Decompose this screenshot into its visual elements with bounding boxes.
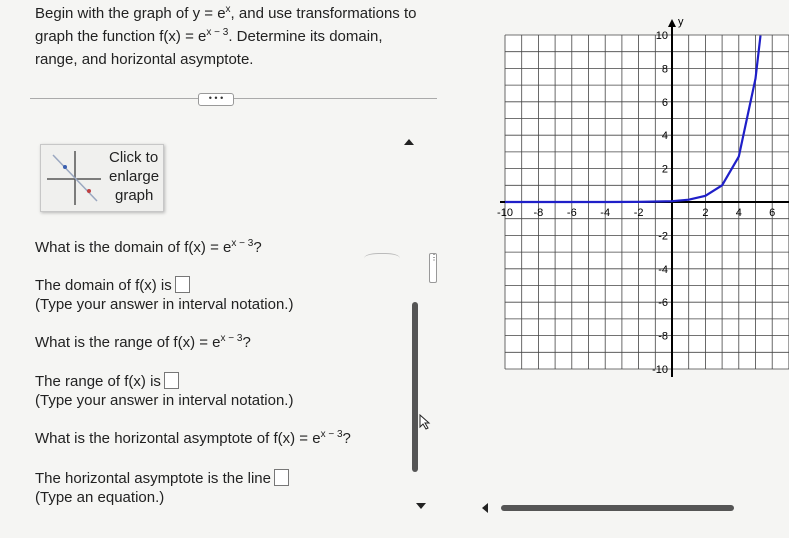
instruction-line-3: range, and horizontal asymptote.	[35, 51, 254, 68]
scroll-down-icon[interactable]	[416, 503, 426, 509]
x-tick-label: -2	[633, 207, 644, 219]
y-axis-arrow-icon	[668, 19, 676, 27]
y-tick-label: -2	[658, 230, 668, 243]
x-tick-label: -8	[533, 207, 544, 219]
faint-arc	[364, 253, 400, 266]
domain-answer-line: The domain of f(x) is	[35, 276, 190, 295]
horizontal-scrollbar[interactable]	[501, 505, 734, 511]
y-tick-label: -10	[652, 364, 668, 376]
x-tick-label: -6	[566, 207, 577, 219]
panel-resize-handle[interactable]: ⋮	[429, 253, 437, 283]
asymptote-answer-input[interactable]	[274, 469, 289, 486]
graph-thumbnail-icon	[43, 147, 103, 207]
y-tick-label: 4	[661, 130, 668, 143]
y-tick-label: -4	[658, 263, 668, 276]
domain-answer-input[interactable]	[175, 276, 190, 293]
instruction-line-2: graph the function $f(x) = e^{x - 3}$. Determine its domain,	[35, 27, 383, 45]
scroll-up-icon[interactable]	[404, 139, 414, 145]
x-tick-label: 6	[769, 207, 776, 219]
asymptote-question: What is the horizontal asymptote of $f(x) = e^{x - 3}$?	[35, 429, 351, 447]
mouse-cursor-icon	[419, 414, 431, 430]
vertical-scrollbar[interactable]	[412, 302, 418, 472]
instruction-line-1: Begin with the graph of $y = e^x$, and use transformations to	[35, 4, 417, 22]
range-hint: (Type your answer in interval notation.)	[35, 392, 294, 409]
y-tick-label: 8	[661, 63, 668, 76]
function-graph	[490, 15, 789, 376]
y-tick-label: -6	[658, 297, 668, 310]
thumbnail-label-3: graph	[115, 187, 154, 204]
x-tick-label: -4	[600, 207, 611, 219]
y-tick-label: -8	[658, 330, 668, 343]
range-answer-input[interactable]	[164, 372, 179, 389]
y-axis-label: y	[678, 16, 684, 28]
x-tick-label: -10	[497, 207, 513, 219]
domain-hint: (Type your answer in interval notation.)	[35, 296, 294, 313]
x-tick-label: 2	[702, 207, 709, 219]
x-tick-label: 4	[735, 207, 742, 219]
range-answer-line: The range of f(x) is	[35, 372, 179, 391]
asymptote-hint: (Type an equation.)	[35, 489, 165, 506]
y-tick-label: 2	[661, 163, 668, 176]
expand-ellipsis-button[interactable]: • • •	[198, 93, 234, 106]
domain-question: What is the domain of $f(x) = e^{x - 3}$?	[35, 238, 262, 256]
asymptote-answer-line: The horizontal asymptote is the line	[35, 469, 289, 488]
thumbnail-label-2: enlarge	[109, 168, 160, 185]
y-tick-label: 6	[661, 96, 668, 109]
enlarge-graph-button[interactable]	[40, 144, 164, 212]
scroll-left-icon[interactable]	[482, 503, 488, 513]
thumbnail-label-1: Click to	[109, 149, 159, 166]
y-tick-label: 10	[655, 30, 668, 42]
range-question: What is the range of $f(x) = e^{x - 3}$?	[35, 333, 251, 351]
